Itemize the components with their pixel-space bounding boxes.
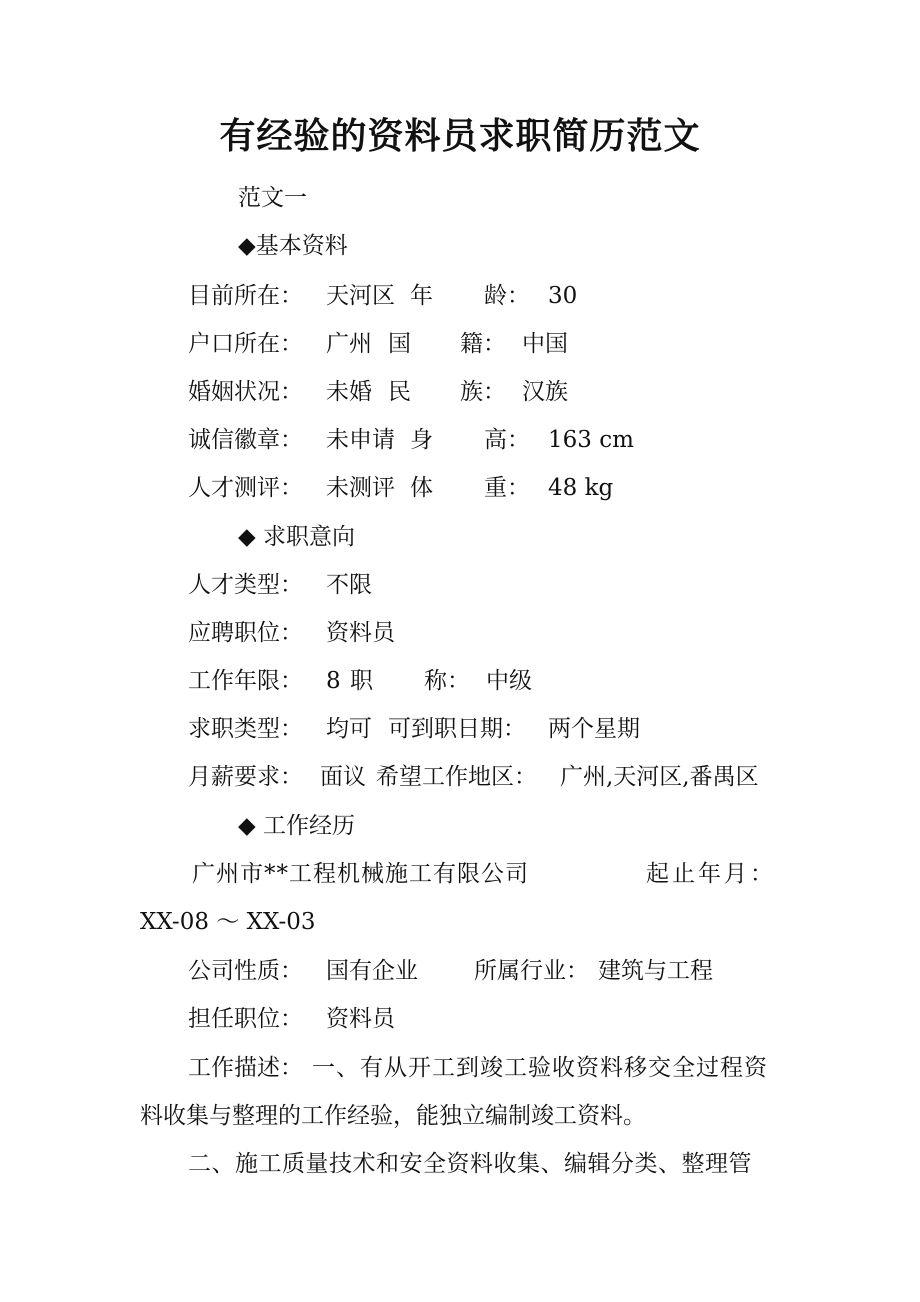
work-desc-line (188, 1052, 788, 1084)
desc-text: 一、有从开工到竣工验收资料移交全过程资 (312, 1055, 768, 1081)
field-label: 诚信徽章： (188, 427, 303, 453)
intent-row (188, 569, 788, 601)
field-label: 可到职日期： (388, 716, 526, 742)
basic-row (188, 280, 788, 312)
field-label: 职 (350, 668, 373, 694)
field-label: 希望工作地区： (376, 764, 537, 790)
field-label: 重： (484, 475, 530, 501)
desc-text: 二、施工质量技术和安全资料收集、编辑分类、整理管 (188, 1151, 752, 1177)
field-value: 资料员 (326, 620, 395, 646)
basic-row (188, 472, 788, 504)
basic-row (188, 328, 788, 360)
field-label: 担任职位： (188, 1006, 303, 1032)
field-label: 称： (424, 668, 470, 694)
field-label: 婚姻状况： (188, 379, 303, 405)
company-name: 广州市**工程机械施工有限公司 (192, 861, 529, 887)
field-value: 天河区 (326, 283, 395, 309)
field-value: 面议 (320, 764, 366, 790)
section-basic-heading: ◆基本资料 (238, 233, 348, 259)
field-label: 龄： (484, 283, 530, 309)
field-value: 汉族 (522, 379, 568, 405)
field-value: 48 kg (548, 475, 614, 501)
field-label: 国 (388, 331, 411, 357)
field-label: 户口所在： (188, 331, 303, 357)
field-value: 广州,天河区,番禺区 (560, 764, 759, 790)
field-value: 不限 (326, 572, 372, 598)
field-label: 年 (410, 283, 433, 309)
field-label: 高： (484, 427, 530, 453)
field-value: 国有企业 (326, 958, 418, 984)
field-value: 中国 (522, 331, 568, 357)
field-label: 求职类型： (188, 716, 303, 742)
field-label: 体 (410, 475, 433, 501)
field-value: 163 cm (548, 427, 634, 453)
field-value: 未申请 (326, 427, 395, 453)
work-period: XX-08 ～ XX-03 (140, 909, 316, 935)
field-label: 人才类型： (188, 572, 303, 598)
intent-row (188, 617, 788, 649)
document-title: 有经验的资料员求职简历范文 (219, 115, 701, 157)
field-value: 中级 (486, 668, 532, 694)
basic-row (188, 376, 788, 408)
period-label: 起止年月： (646, 861, 776, 887)
field-label: 身 (410, 427, 433, 453)
field-value: 广州 (326, 331, 372, 357)
work-role-row (188, 1003, 788, 1035)
field-value: 未婚 (326, 379, 372, 405)
section-work-heading: ◆ 工作经历 (238, 813, 355, 839)
field-label: 目前所在： (188, 283, 303, 309)
field-label: 民 (388, 379, 411, 405)
field-value: 8 (326, 668, 341, 694)
intro-label: 范文一 (238, 185, 307, 211)
field-label: 工作描述： (188, 1055, 303, 1081)
intent-row (188, 713, 788, 745)
field-value: 建筑与工程 (598, 958, 713, 984)
field-value: 资料员 (326, 1006, 395, 1032)
field-label: 籍： (460, 331, 506, 357)
field-label: 工作年限： (188, 668, 303, 694)
intent-row (188, 665, 788, 697)
field-label: 所属行业： (474, 958, 589, 984)
work-company-row (192, 858, 782, 890)
intent-row (188, 761, 788, 793)
field-label: 族： (460, 379, 506, 405)
field-label: 公司性质： (188, 958, 303, 984)
field-value: 均可 (326, 716, 372, 742)
field-value: 两个星期 (548, 716, 640, 742)
section-intent-heading: ◆ 求职意向 (238, 524, 355, 550)
field-label: 人才测评： (188, 475, 303, 501)
field-value: 30 (548, 283, 578, 309)
field-label: 应聘职位： (188, 620, 303, 646)
desc-text: 料收集与整理的工作经验，能独立编制竣工资料。 (140, 1103, 646, 1129)
field-value: 未测评 (326, 475, 395, 501)
field-label: 月薪要求： (188, 764, 303, 790)
work-nature-row (188, 955, 788, 987)
basic-row (188, 424, 788, 456)
